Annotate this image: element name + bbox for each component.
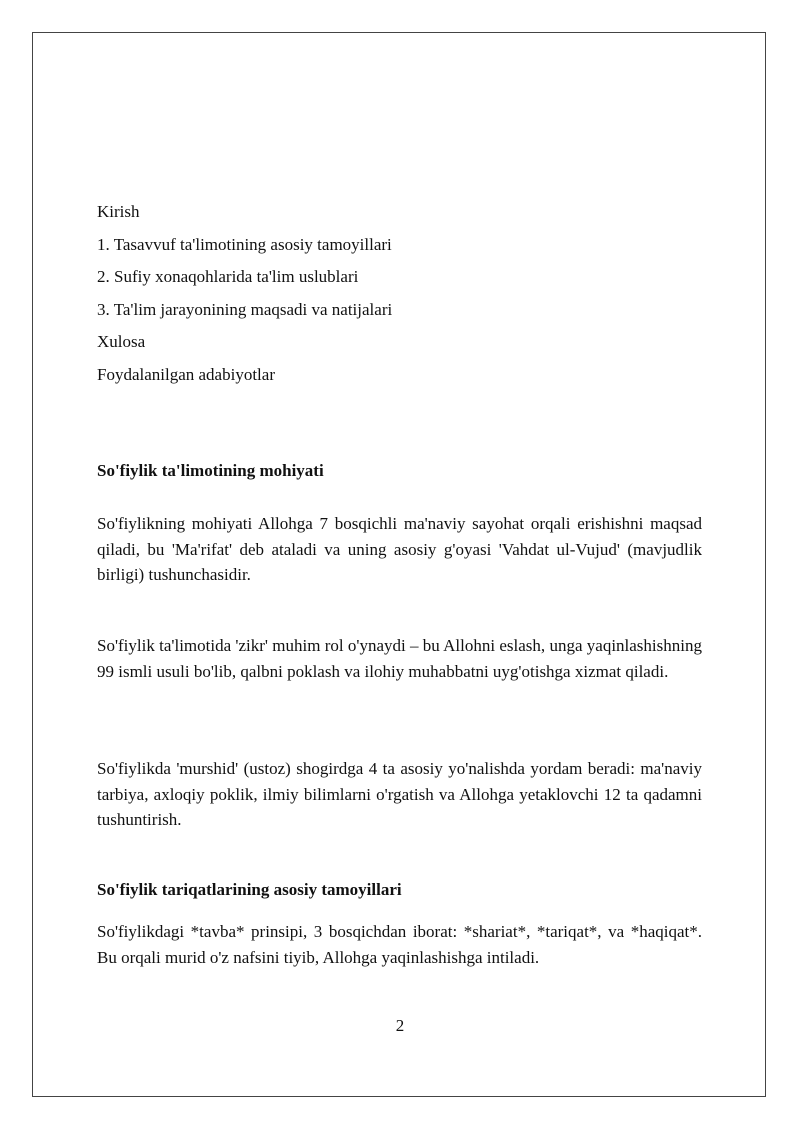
paragraph-murshid: So'fiylikda 'murshid' (ustoz) shogirdga 4 ta asosiy yo'nalishda yordam beradi: ma'naviy tarbiya, axloqiy poklik, ilmiy bilimlarni o'rgatish va Allohga yetaklovchi 12 ta qadamni tushuntirish. [97,759,702,829]
toc-item-chapter-2: 2. Sufiy xonaqohlarida ta'lim uslublari [97,267,359,286]
toc-item-chapter-1: 1. Tasavvuf ta'limotining asosiy tamoyillari [97,235,392,254]
section-heading-principles: So'fiylik tariqatlarining asosiy tamoyillari [97,880,402,899]
section-heading-essence: So'fiylik ta'limotining mohiyati [97,461,324,480]
toc-item-chapter-3: 3. Ta'lim jarayonining maqsadi va natijalari [97,300,393,319]
paragraph-essence: So'fiylikning mohiyati Allohga 7 bosqichli ma'naviy sayohat orqali erishishni maqsad qiladi, bu 'Ma'rifat' deb ataladi va uning asosiy g'oyasi 'Vahdat ul-Vujud' (mavjudlik birligi) tushunchasidir. [97,514,702,584]
toc-item-introduction: Kirish [97,202,140,221]
paragraph-zikr: So'fiylik ta'limotida 'zikr' muhim rol o'ynaydi – bu Allohni eslash, unga yaqinlashishning 99 ismli usuli bo'lib, qalbni poklash va ilohiy muhabbatni uyg'otishga xizmat qiladi. [97,636,702,681]
page-number: 2 [395,1016,405,1035]
toc-item-references: Foydalanilgan adabiyotlar [97,365,275,384]
toc-item-conclusion: Xulosa [97,332,146,351]
paragraph-tavba: So'fiylikdagi *tavba* prinsipi, 3 bosqichdan iborat: *shariat*, *tariqat*, va *haqiqat*. Bu orqali murid o'z nafsini tiyib, Allohga yaqinlashishga intiladi. [97,922,702,967]
